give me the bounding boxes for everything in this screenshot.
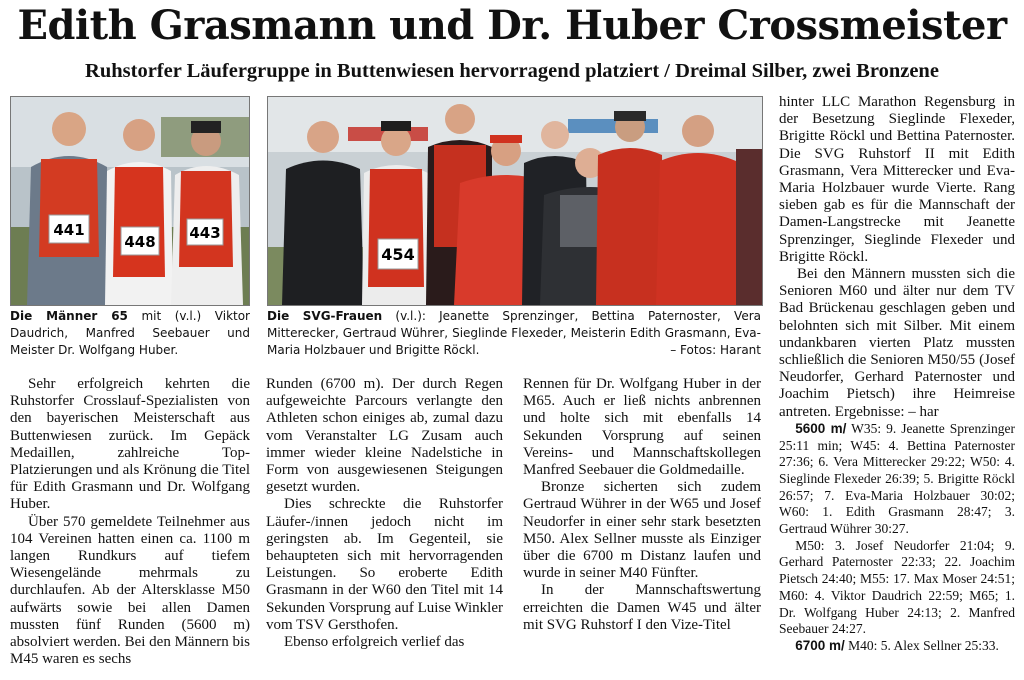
results-distance-label: 6700 m/: [795, 638, 845, 653]
headline: Edith Grasmann und Dr. Huber Crossmeister: [17, 2, 1007, 49]
article-column-2: [266, 376, 503, 680]
paragraph: Ebenso erfolgreich verlief das: [284, 634, 465, 651]
bib-number: 454: [381, 245, 415, 264]
men-photo: [10, 96, 250, 306]
article-column-3: [523, 376, 761, 680]
paragraph: Sehr erfolgreich kehrten die Ruhstorfer Crosslauf-Spezialisten von den bayerischen Meisterschaft aus Buttenwiesen zurück. Im Gepäck Medaillen, zahlreiche Top-Platzierungen und als Krönung die Titel für Edith Grasmann und Dr. Wolfgang Huber.: [10, 376, 250, 513]
subheadline: Ruhstorfer Läufergruppe in Buttenwiesen hervorragend platziert / Dreimal Silber, zwei Bronzene: [85, 60, 939, 82]
bib-number: 448: [124, 233, 156, 251]
paragraph: In der Mannschaftswertung erreichten die Damen W45 und älter mit SVG Ruhstorf I den Vize-Titel: [523, 582, 761, 633]
caption-text: mit (v.l.) Viktor Daudrich, Manfred Seebauer und Meister Dr. Wolfgang Huber.: [10, 309, 250, 357]
results-text: W35: 9. Jeanette Sprenzinger 25:11 min; W45: 4. Bettina Paternoster 27:36; 6. Vera Mitterecker 29:22; W50: 4. Sieglinde Flexeder 26:39; 5. Brigitte Röckl 26:57; 7. Eva-Maria Holzbauer 30:02; W60: 1. Edith Grasmann 28:47; 3. Gertraud Wührer 30:27.: [779, 420, 1015, 537]
paragraph: Bei den Männern mussten sich die Senioren M60 und älter nur dem TV Bad Brückenau geschlagen geben und belohnten sich mit Silber. Mit einem undankbaren vierten Platz mussten schließlich die Senioren M50/55 (Josef Neudorfer, Gerhard Paternoster und Joachim Pietsch) ihre Heimreise antreten. Ergebnisse: – har: [779, 266, 1015, 420]
paragraph: Über 570 gemeldete Teilnehmer aus 104 Vereinen hatten einen ca. 1100 m langen Rundkurs auf tiefem Wiesengelände mehrmals zu durchlaufen. Ab der Altersklasse M50 aufwärts sowie bei allen Damen mussten fünf Runden (5600 m) absolviert werden. Bei den Männern bis M45 waren es sechs: [10, 513, 250, 668]
men-photo-caption: [10, 308, 250, 359]
paragraph: Dies schreckte die Ruhstorfer Läufer-/innen jedoch nicht im geringsten ab. Im Gegenteil, sie behaupteten sich mit hervorragenden Leistungen. So eroberte Edith Grasmann in der W60 den Titel mit 14 Sekunden Vorsprung auf Luise Winkler vom TSV Gersthofen.: [266, 496, 503, 633]
bib-number: 443: [189, 224, 221, 242]
results-text: M40: 5. Alex Sellner 25:33.: [844, 638, 999, 653]
article-column-4: [779, 94, 1015, 680]
photo-credit: – Fotos: Harant: [670, 343, 761, 357]
results-paragraph: [779, 638, 1015, 655]
paragraph: Rennen für Dr. Wolfgang Huber in der M65. Auch er ließ nichts anbrennen und holte sich mit ebenfalls 14 Sekunden Vorsprung auf seinen Vereins- und Mannschaftskollegen Manfred Seebauer die Goldmedaille.: [523, 376, 761, 479]
caption-text: (v.l.): Jeanette Sprenzinger, Bettina Paternoster, Vera Mitterecker, Gertraud Wührer, Sieglinde Flexeder, Meisterin Edith Grasmann, Eva-Maria Holzbauer und Brigitte Röckl.: [267, 309, 761, 357]
caption-lead: Die SVG-Frauen: [267, 309, 383, 323]
women-photo: [267, 96, 763, 306]
paragraph: hinter LLC Marathon Regensburg in der Besetzung Sieglinde Flexeder, Brigitte Röckl und Bettina Paternoster. Die SVG Ruhstorf II mit Edith Grasmann, Vera Mitterecker und Eva-Maria Holzbauer wurde Vierte. Rang sieben gab es für die Mannschaft der Damen-Langstrecke mit Jeanette Sprenzinger, Sieglinde Flexeder und Brigitte Röckl.: [779, 94, 1015, 265]
results-distance-label: 5600 m/: [795, 420, 847, 436]
caption-lead: Die Männer 65: [10, 309, 128, 323]
results-paragraph: [779, 421, 1015, 538]
article-column-1: [10, 376, 250, 680]
results-paragraph: M50: 3. Josef Neudorfer 21:04; 9. Gerhard Paternoster 22:33; 22. Joachim Pietsch 24:40; M55: 17. Max Moser 24:51; M60: 4. Viktor Daudrich 22:59; M65; 1. Dr. Wolfgang Huber 24:13; 2. Manfred Seebauer 24:27.: [779, 537, 1015, 637]
paragraph: Bronze sicherten sich zudem Gertraud Wührer in der W65 und Josef Neudorfer in einer sehr stark besetzten M50. Alex Sellner musste als Einziger über die 6700 m Distanz laufen und wurde in seiner M40 Fünfter.: [523, 479, 761, 582]
paragraph: Runden (6700 m). Der durch Regen aufgeweichte Parcours verlangte den Athleten schon einiges ab, zumal dazu vom Veranstalter LG Zusam auch immer wieder kleine Nadelstiche in Form von ausgewiesenen Steigungen gesetzt wurden.: [266, 376, 503, 496]
bib-number: 441: [53, 221, 85, 239]
women-photo-caption: [267, 308, 761, 359]
